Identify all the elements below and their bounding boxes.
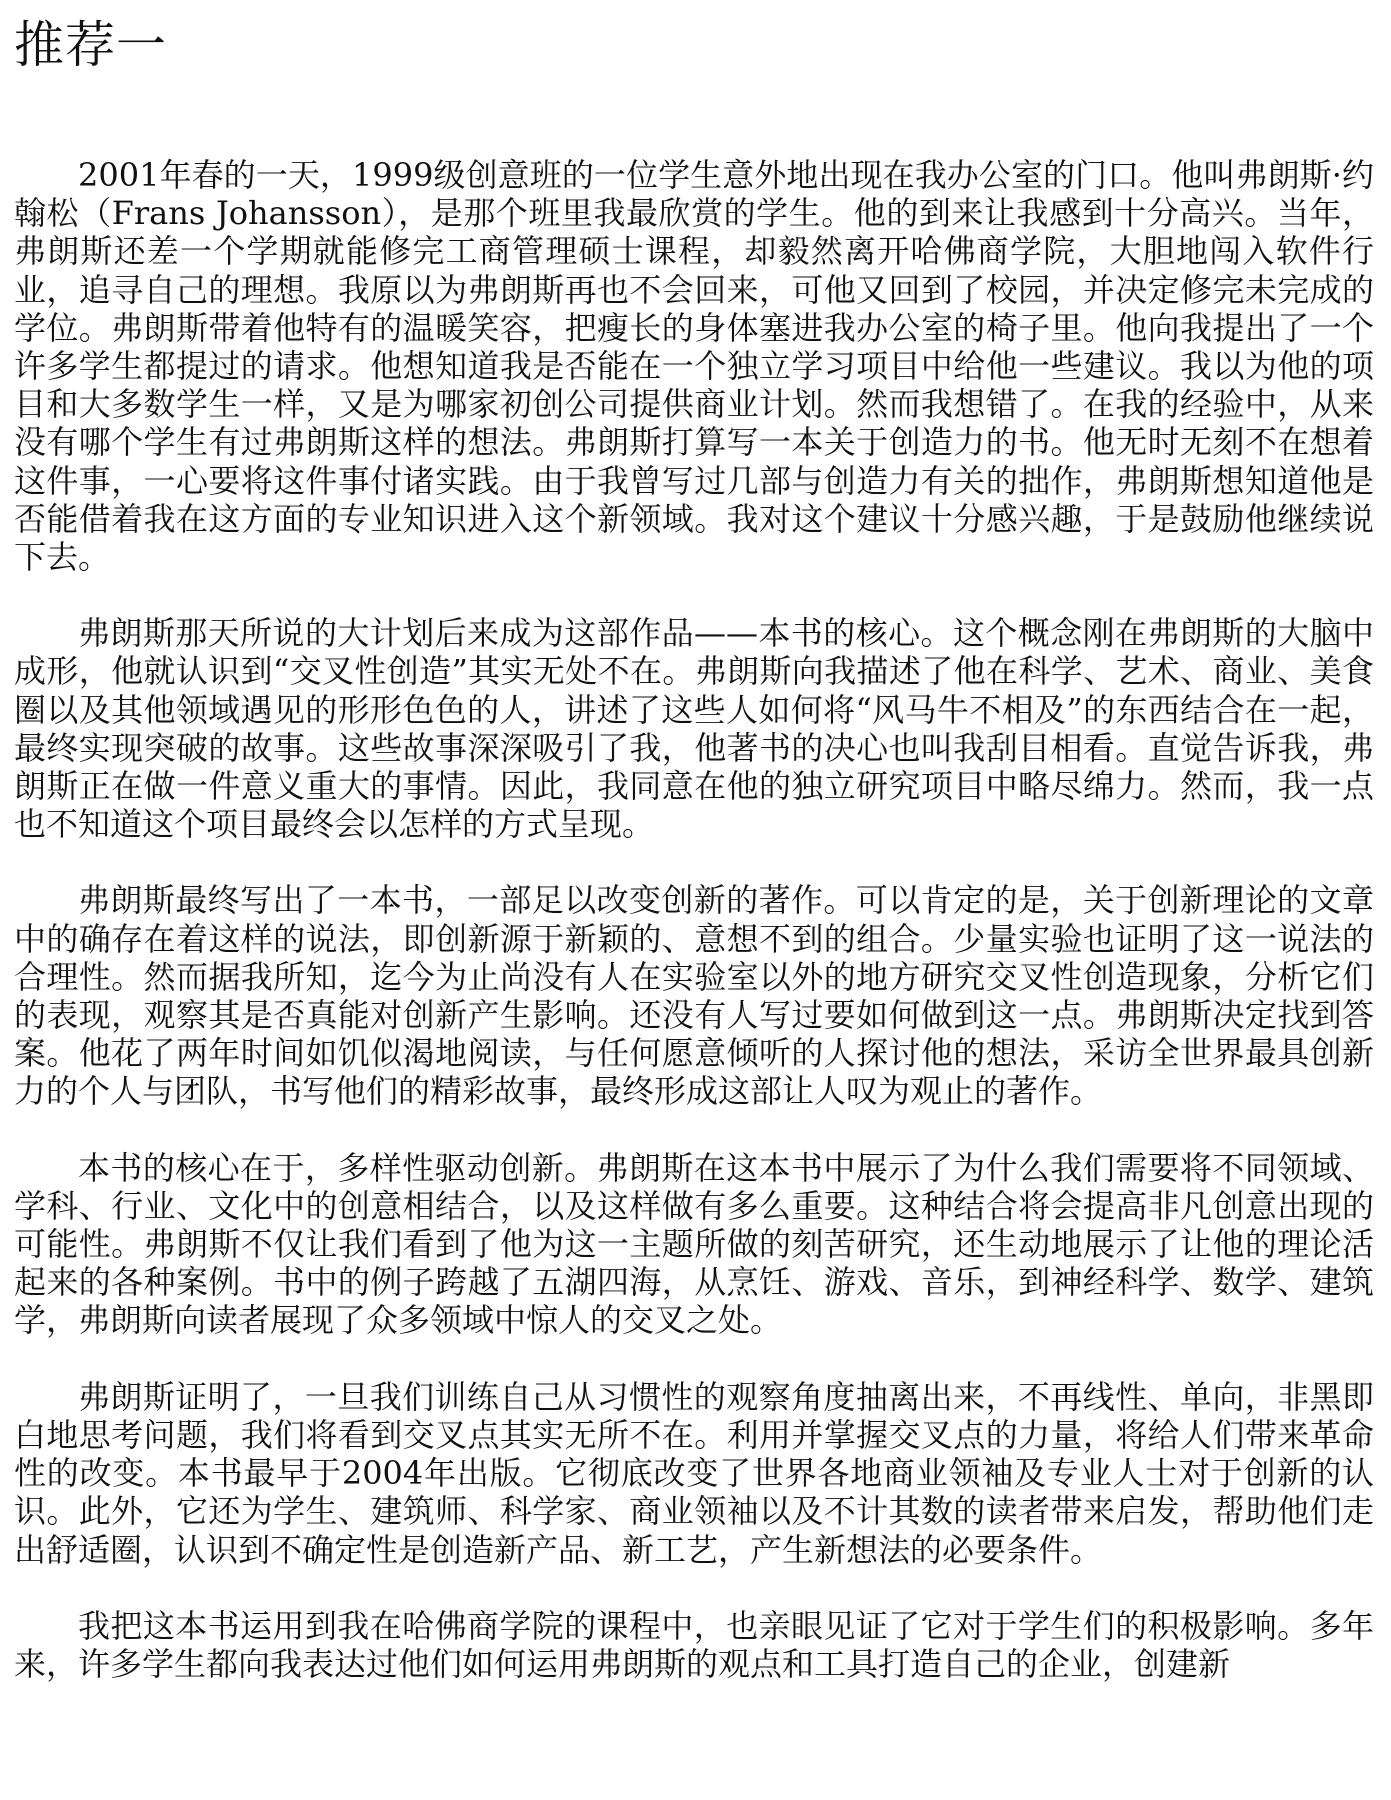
paragraph-3: 弗朗斯最终写出了一本书，一部足以改变创新的著作。可以肯定的是，关于创新理论的文章中的确存在着这样的说法，即创新源于新颖的、意想不到的组合。少量实验也证明了这一说法的合理性。然而据我所知，迄今为止尚没有人在实验室以外的地方研究交叉性创造现象，分析它们的表现，观察其是否真能对创新产生影响。还没有人写过要如何做到这一点。弗朗斯决定找到答案。他花了两年时间如饥似渴地阅读，与任何愿意倾听的人探讨他的想法，采访全世界最具创新力的个人与团队，书写他们的精彩故事，最终形成这部让人叹为观止的著作。 (14, 881, 1374, 1111)
document-page (14, 0, 1374, 1800)
paragraph-4: 本书的核心在于，多样性驱动创新。弗朗斯在这本书中展示了为什么我们需要将不同领域、学科、行业、文化中的创意相结合，以及这样做有多么重要。这种结合将会提高非凡创意出现的可能性。弗朗斯不仅让我们看到了他为这一主题所做的刻苦研究，还生动地展示了让他的理论活起来的各种案例。书中的例子跨越了五湖四海，从烹饪、游戏、音乐，到神经科学、数学、建筑学，弗朗斯向读者展现了众多领域中惊人的交叉之处。 (14, 1148, 1374, 1340)
paragraph-2: 弗朗斯那天所说的大计划后来成为这部作品——本书的核心。这个概念刚在弗朗斯的大脑中成形，他就认识到“交叉性创造”其实无处不在。弗朗斯向我描述了他在科学、艺术、商业、美食圈以及其他领域遇见的形形色色的人，讲述了这些人如何将“风马牛不相及”的东西结合在一起，最终实现突破的故事。这些故事深深吸引了我，他著书的决心也叫我刮目相看。直觉告诉我，弗朗斯正在做一件意义重大的事情。因此，我同意在他的独立研究项目中略尽绵力。然而，我一点也不知道这个项目最终会以怎样的方式呈现。 (14, 614, 1374, 844)
paragraph-5: 弗朗斯证明了，一旦我们训练自己从习惯性的观察角度抽离出来，不再线性、单向，非黑即白地思考问题，我们将看到交叉点其实无所不在。利用并掌握交叉点的力量，将给人们带来革命性的改变。本书最早于2004年出版。它彻底改变了世界各地商业领袖及专业人士对于创新的认识。此外，它还为学生、建筑师、科学家、商业领袖以及不计其数的读者带来启发，帮助他们走出舒适圈，认识到不确定性是创造新产品、新工艺，产生新想法的必要条件。 (14, 1377, 1374, 1569)
paragraph-6: 我把这本书运用到我在哈佛商学院的课程中，也亲眼见证了它对于学生们的积极影响。多年来，许多学生都向我表达过他们如何运用弗朗斯的观点和工具打造自己的企业，创建新 (14, 1606, 1374, 1683)
paragraph-1: 2001年春的一天，1999级创意班的一位学生意外地出现在我办公室的门口。他叫弗朗斯·约翰松（Frans Johansson），是那个班里我最欣赏的学生。他的到来让我感到十分高兴。当年，弗朗斯还差一个学期就能修完工商管理硕士课程，却毅然离开哈佛商学院，大胆地闯入软件行业，追寻自己的理想。我原以为弗朗斯再也不会回来，可他又回到了校园，并决定修完未完成的学位。弗朗斯带着他特有的温暖笑容，把瘦长的身体塞进我办公室的椅子里。他向我提出了一个许多学生都提过的请求。他想知道我是否能在一个独立学习项目中给他一些建议。我以为他的项目和大多数学生一样，又是为哪家初创公司提供商业计划。然而我想错了。在我的经验中，从来没有哪个学生有过弗朗斯这样的想法。弗朗斯打算写一本关于创造力的书。他无时无刻不在想着这件事，一心要将这件事付诸实践。由于我曾写过几部与创造力有关的拙作，弗朗斯想知道他是否能借着我在这方面的专业知识进入这个新领域。我对这个建议十分感兴趣，于是鼓励他继续说下去。 (14, 156, 1374, 577)
page-title: 推荐一 (14, 16, 167, 74)
document-body (14, 156, 1374, 1683)
